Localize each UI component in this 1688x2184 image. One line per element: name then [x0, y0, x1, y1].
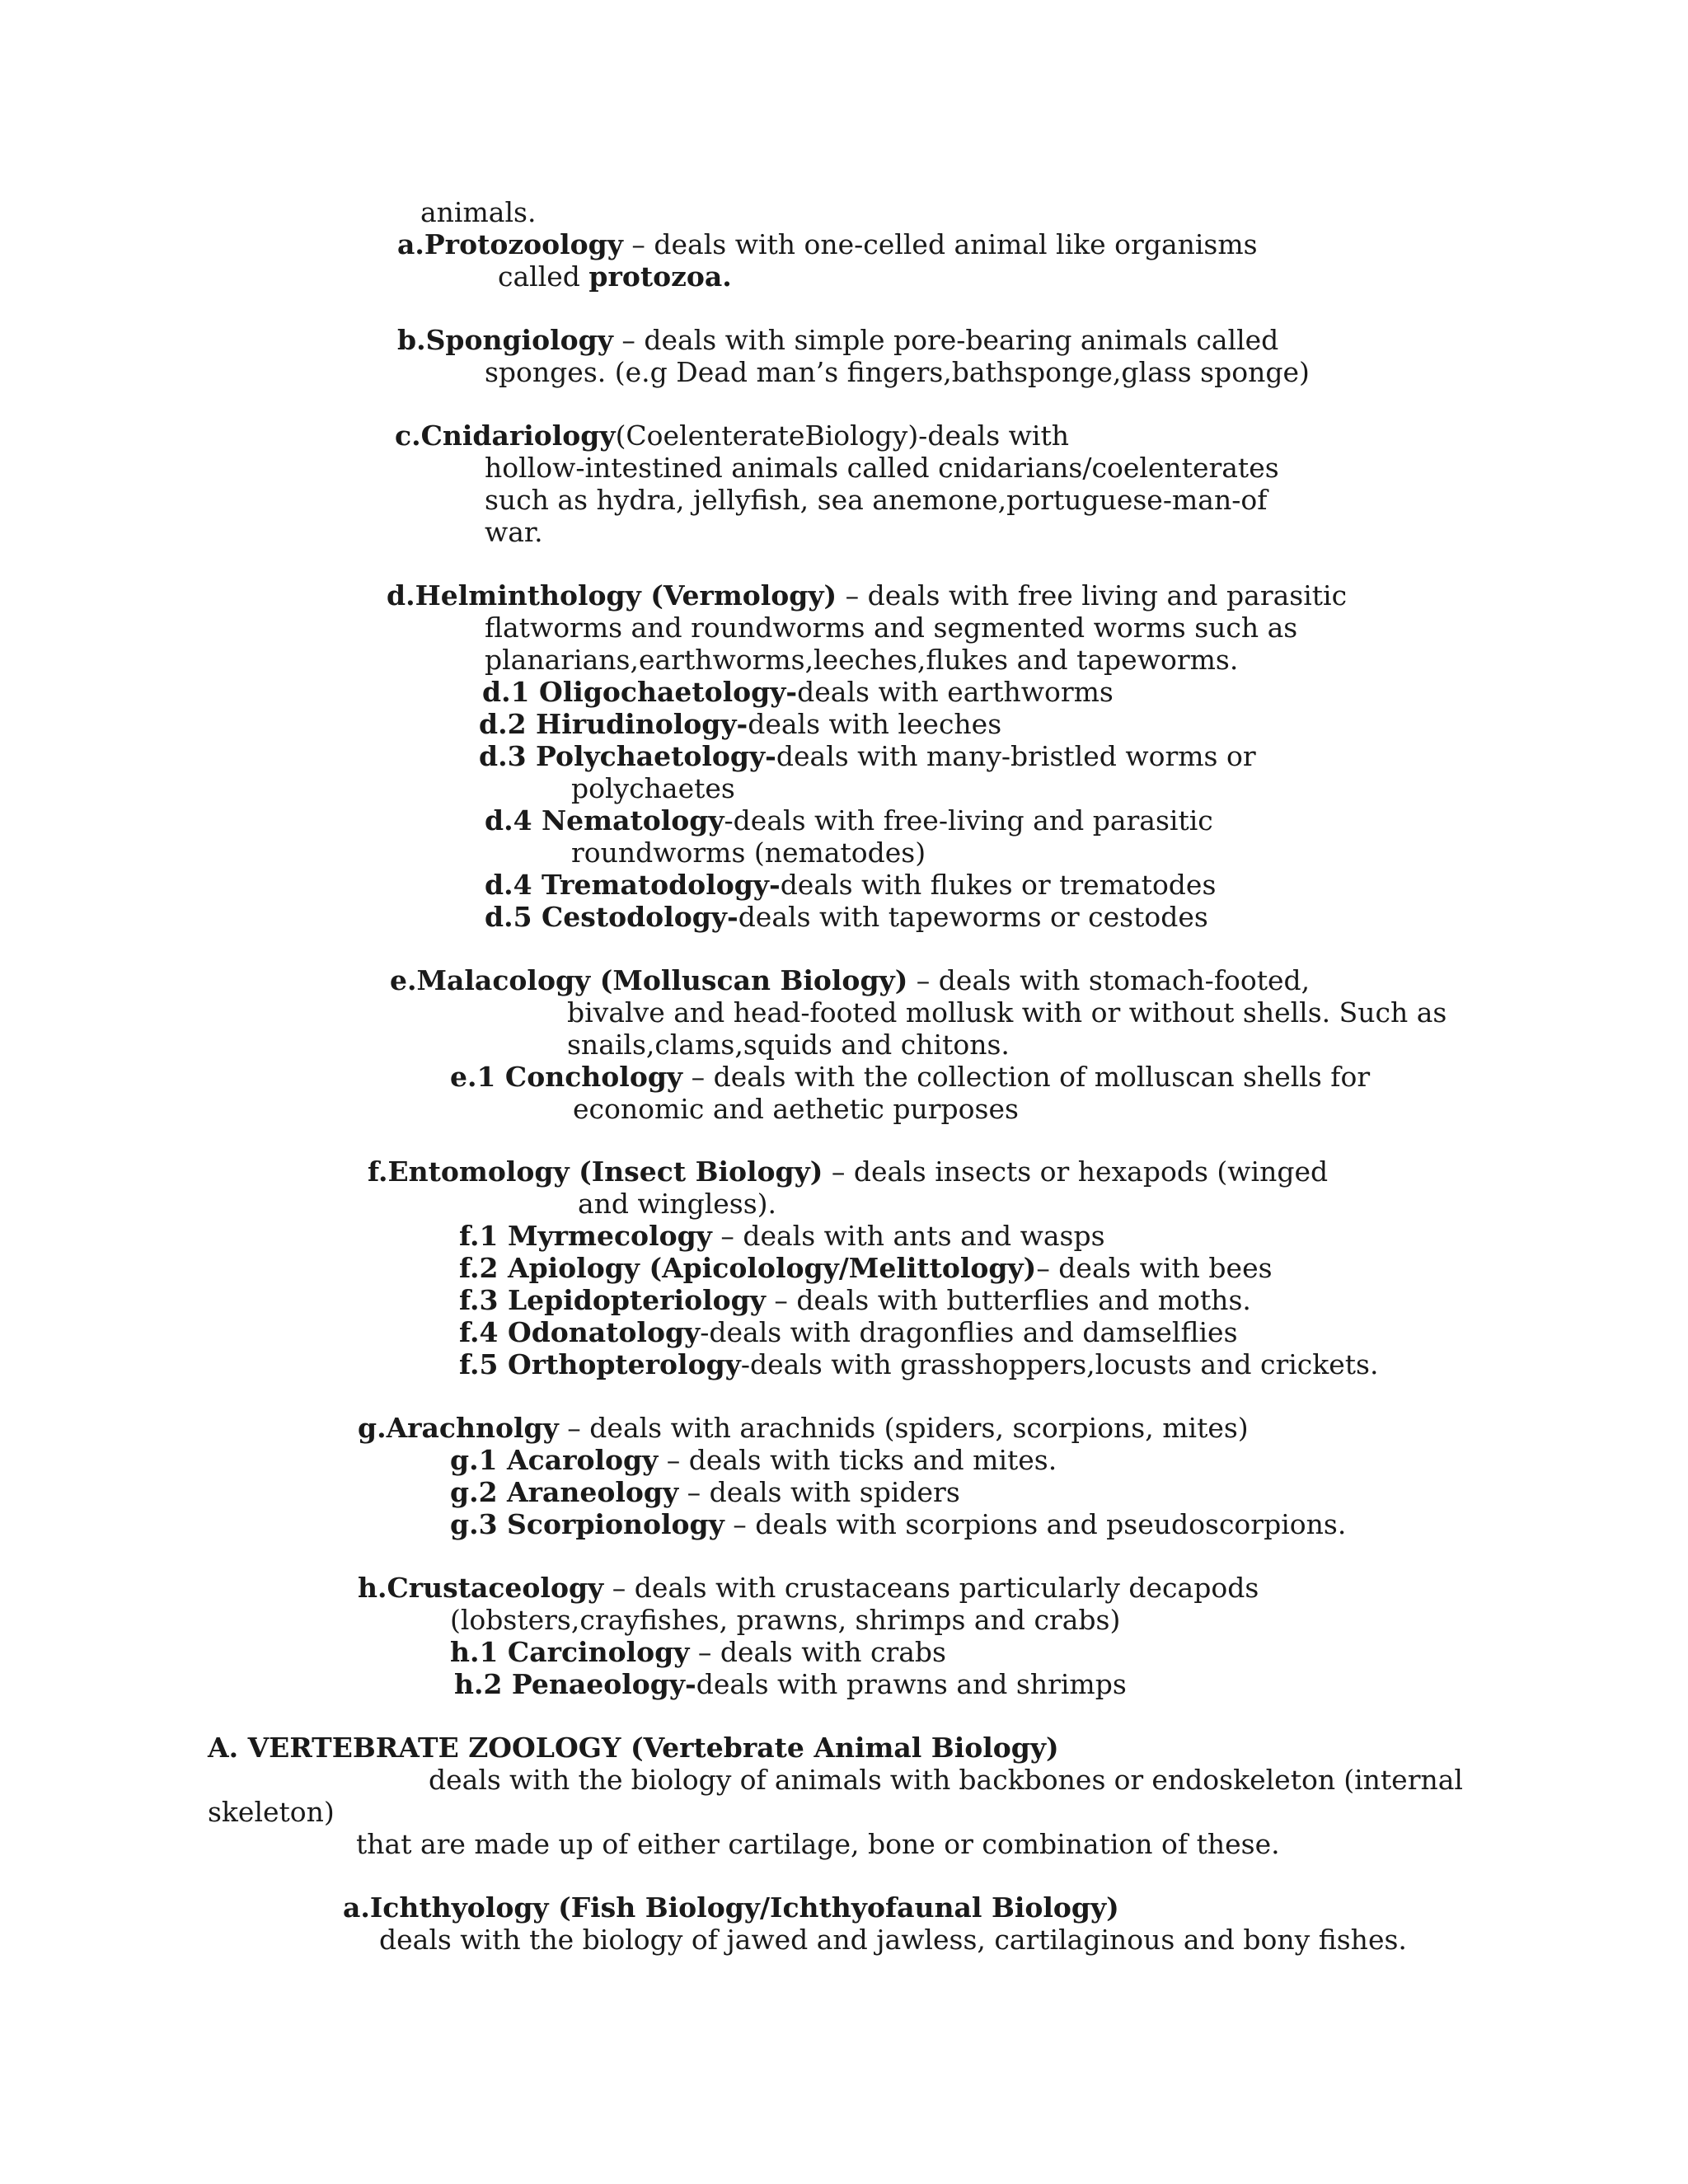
line-text: – deals insects or hexapods (winged: [823, 1155, 1329, 1188]
line-text: -deals with dragonflies and damselflies: [700, 1316, 1238, 1348]
line-text: snails,clams,squids and chitons.: [567, 1029, 1010, 1061]
subentry-oligochaetology: [482, 676, 1114, 709]
term-heading: d.2 Hirudinology-: [479, 708, 748, 740]
term-heading: f.4 Odonatology: [459, 1316, 701, 1348]
line-text: hollow-intestined animals called cnidarians/coelenterates: [485, 452, 1279, 484]
text-line: [485, 452, 1279, 485]
line-text: polychaetes: [571, 772, 735, 804]
entry-spongiology: [397, 324, 1278, 357]
subentry-apiology: [459, 1252, 1273, 1285]
text-line: [420, 196, 536, 229]
term-heading: d.4 Trematodology-: [485, 869, 781, 901]
term-heading: g.Arachnolgy: [358, 1412, 559, 1444]
text-line: [573, 1093, 1019, 1126]
term-heading: h.2 Penaeology-: [454, 1668, 696, 1700]
text-line: [567, 1029, 1010, 1062]
term-heading: e.1 Conchology: [450, 1061, 683, 1093]
text-line: [208, 1796, 335, 1829]
term-heading: h.1 Carcinology: [450, 1636, 690, 1668]
subentry-hirudinology: [479, 708, 1001, 741]
term-heading: h.Crustaceology: [358, 1572, 604, 1604]
text-line: [485, 516, 543, 549]
line-text: such as hydra, jellyfish, sea anemone,portuguese-man-of: [485, 484, 1268, 516]
line-text: war.: [485, 516, 543, 548]
line-text: – deals with free living and parasitic: [837, 579, 1348, 612]
term-heading: f.Entomology (Insect Biology): [368, 1155, 823, 1188]
line-text: – deals with simple pore-bearing animals called: [612, 324, 1279, 356]
text-line: [356, 1828, 1280, 1861]
term-heading: e.Malacology (Molluscan Biology): [390, 964, 908, 996]
line-text: roundworms (nematodes): [571, 837, 926, 869]
word: backbones: [959, 1764, 1106, 1796]
subentry-odonatology: [459, 1316, 1238, 1349]
line-text: (lobsters,crayfishes, prawns, shrimps and crabs): [450, 1604, 1121, 1636]
line-text: – deals with crustaceans particularly decapods: [603, 1572, 1259, 1604]
subentry-araneology: [450, 1476, 960, 1509]
line-text: deals with earthworms: [797, 676, 1114, 708]
term-heading: g.3 Scorpionology: [450, 1508, 724, 1540]
term-emphasis: protozoa.: [588, 260, 732, 293]
section-title: A. VERTEBRATE ZOOLOGY (Vertebrate Animal Biology): [208, 1732, 1059, 1764]
entry-cnidariology: [395, 419, 1069, 452]
term-heading: c.Cnidariology: [395, 419, 616, 452]
word: with: [889, 1764, 951, 1796]
word: or: [1114, 1764, 1144, 1796]
line-text: sponges. (e.g Dead man’s fingers,bathsponge,glass sponge): [485, 356, 1310, 388]
word: animals: [774, 1764, 882, 1796]
line-text: – deals with bees: [1036, 1252, 1273, 1284]
term-heading: g.1 Acarology: [450, 1444, 659, 1476]
text-line: [485, 644, 1238, 677]
entry-arachnology: [358, 1412, 1249, 1445]
term-heading: d.5 Cestodology-: [485, 901, 738, 933]
subentry-scorpionology: [450, 1508, 1346, 1541]
entry-ichthyology: [343, 1891, 1119, 1924]
line-text: -deals with free-living and parasitic: [724, 804, 1213, 837]
term-heading: f.1 Myrmecology: [459, 1220, 712, 1252]
text-line: [578, 1188, 776, 1221]
line-text: – deals with arachnids (spiders, scorpions, mites): [558, 1412, 1249, 1444]
line-text: deals with many-bristled worms or: [776, 740, 1256, 772]
line-text: deals with leeches: [748, 708, 1002, 740]
term-heading: g.2 Araneology: [450, 1476, 679, 1508]
line-text: – deals with one-celled animal like organisms: [622, 228, 1258, 260]
section-heading-vertebrate-zoology: [208, 1732, 1059, 1765]
text-line: [485, 484, 1267, 517]
subentry-acarology: [450, 1444, 1057, 1477]
entry-entomology: [368, 1155, 1328, 1188]
word: deals: [429, 1764, 501, 1796]
word: (internal: [1343, 1764, 1463, 1796]
line-text: economic and aethetic purposes: [573, 1093, 1019, 1125]
subentry-nematology: [485, 804, 1213, 837]
line-text: called: [498, 260, 589, 293]
subentry-polychaetology: [479, 740, 1256, 773]
text-line: [485, 612, 1297, 644]
term-heading: f.2 Apiology (Apicolology/Melittology): [459, 1252, 1037, 1284]
line-text: -deals with grasshoppers,locusts and crickets.: [740, 1348, 1379, 1380]
subentry-conchology: [450, 1061, 1370, 1094]
term-heading: a.Protozoology: [397, 228, 623, 260]
subentry-cestodology: [485, 901, 1208, 934]
line-text: skeleton): [208, 1796, 335, 1828]
entry-helminthology: [387, 579, 1347, 612]
term-heading: f.5 Orthopterology: [459, 1348, 741, 1380]
text-line: [450, 1604, 1120, 1637]
term-heading: f.3 Lepidopteriology: [459, 1284, 766, 1316]
word: biology: [631, 1764, 732, 1796]
line-text: – deals with scorpions and pseudoscorpions.: [724, 1508, 1347, 1540]
line-text: flatworms and roundworms and segmented worms such as: [485, 612, 1298, 644]
text-line: [571, 837, 926, 869]
line-text: – deals with spiders: [678, 1476, 960, 1508]
subentry-penaeology: [454, 1668, 1127, 1701]
line-text: deals with prawns and shrimps: [696, 1668, 1127, 1700]
line-text: deals with the biology of jawed and jawless, cartilaginous and bony fishes.: [379, 1924, 1407, 1956]
subentry-trematodology: [485, 869, 1216, 902]
line-text: – deals with the collection of molluscan shells for: [682, 1061, 1371, 1093]
word: with: [509, 1764, 570, 1796]
text-line: [567, 996, 1447, 1029]
justified-line: [429, 1764, 1463, 1797]
line-text: – deals with ants and wasps: [711, 1220, 1105, 1252]
line-text: – deals with crabs: [689, 1636, 946, 1668]
entry-protozoology: [397, 228, 1258, 261]
line-text: deals with flukes or trematodes: [780, 869, 1217, 901]
entry-malacology: [390, 964, 1310, 997]
line-text: and wingless).: [578, 1188, 777, 1220]
line-text: – deals with ticks and mites.: [658, 1444, 1057, 1476]
entry-crustaceology: [358, 1572, 1259, 1605]
text-line: [498, 260, 732, 293]
line-text: planarians,earthworms,leeches,flukes and tapeworms.: [485, 644, 1239, 676]
text-line: [571, 772, 735, 805]
subentry-lepidopteriology: [459, 1284, 1251, 1317]
term-heading: b.Spongiology: [397, 324, 613, 356]
term-heading: d.Helminthology (Vermology): [387, 579, 837, 612]
subentry-myrmecology: [459, 1220, 1105, 1253]
text-line: [379, 1924, 1407, 1957]
word: of: [739, 1764, 767, 1796]
subentry-orthopterology: [459, 1348, 1378, 1381]
term-heading: a.Ichthyology (Fish Biology/Ichthyofaunal Biology): [343, 1891, 1119, 1924]
line-text: – deals with stomach-footed,: [907, 964, 1311, 996]
line-text: that are made up of either cartilage, bone or combination of these.: [356, 1828, 1280, 1860]
line-text: – deals with butterflies and moths.: [765, 1284, 1251, 1316]
term-heading: d.1 Oligochaetology-: [482, 676, 798, 708]
term-heading: d.3 Polychaetology-: [479, 740, 776, 772]
line-text: (CoelenterateBiology)-deals with: [615, 419, 1069, 452]
subentry-carcinology: [450, 1636, 946, 1669]
line-text: animals.: [420, 196, 537, 228]
text-line: [485, 356, 1310, 389]
line-text: deals with tapeworms or cestodes: [738, 901, 1208, 933]
term-heading: d.4 Nematology: [485, 804, 724, 837]
line-text: bivalve and head-footed mollusk with or without shells. Such as: [567, 996, 1447, 1029]
word: the: [578, 1764, 623, 1796]
word: endoskeleton: [1151, 1764, 1336, 1796]
